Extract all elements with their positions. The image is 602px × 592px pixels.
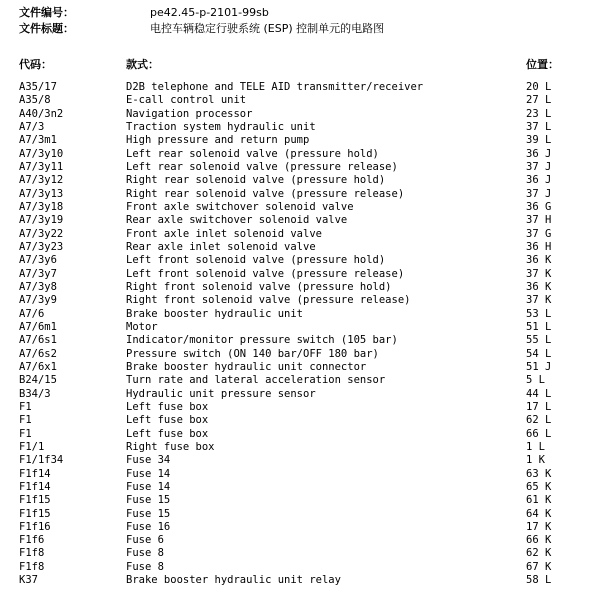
row-description: Front axle inlet solenoid valve [126, 227, 322, 240]
component-table [0, 81, 602, 587]
row-position: 36 H [526, 240, 552, 253]
row-description: Brake booster hydraulic unit connector [126, 360, 367, 373]
doc-number-value: pe42.45-p-2101-99sb [150, 6, 269, 19]
row-position: 62 K [526, 547, 552, 560]
doc-title-value: 电控车辆稳定行驶系统 (ESP) 控制单元的电路图 [150, 22, 385, 35]
table-row [0, 134, 602, 147]
row-code: F1/1f34 [19, 454, 64, 467]
row-code: A7/3y13 [19, 187, 64, 200]
row-description: High pressure and return pump [126, 134, 310, 147]
table-row [0, 94, 602, 107]
row-code: F1f16 [19, 520, 51, 533]
row-description: Navigation processor [126, 107, 253, 120]
table-row [0, 508, 602, 521]
row-code: F1f8 [19, 547, 45, 560]
table-row [0, 388, 602, 401]
row-position: 5 L [526, 374, 545, 387]
row-position: 61 K [526, 494, 552, 507]
row-position: 17 K [526, 520, 552, 533]
row-description: Fuse 14 [126, 467, 171, 480]
row-position: 23 L [526, 107, 552, 120]
row-position: 36 J [526, 147, 552, 160]
row-position: 17 L [526, 400, 552, 413]
row-description: Right front solenoid valve (pressure release) [126, 294, 411, 307]
row-position: 44 L [526, 387, 552, 400]
row-position: 65 K [526, 480, 552, 493]
row-position: 58 L [526, 574, 552, 587]
table-row [0, 148, 602, 161]
doc-title-label: 文件标题： [19, 22, 74, 35]
row-position: 37 K [526, 294, 552, 307]
row-position: 37 G [526, 227, 552, 240]
row-code: F1f14 [19, 480, 51, 493]
table-row [0, 308, 602, 321]
row-position: 51 L [526, 320, 552, 333]
table-row [0, 481, 602, 494]
table-row [0, 374, 602, 387]
row-description: Traction system hydraulic unit [126, 120, 316, 133]
row-code: A35/17 [19, 81, 57, 93]
row-description: Hydraulic unit pressure sensor [126, 387, 316, 400]
row-position: 37 J [526, 187, 552, 200]
row-description: Left rear solenoid valve (pressure hold) [126, 147, 379, 160]
row-description: Fuse 6 [126, 534, 164, 547]
row-description: Motor [126, 320, 158, 333]
row-position: 66 K [526, 534, 552, 547]
row-position: 36 G [526, 200, 552, 213]
table-row [0, 254, 602, 267]
table-row [0, 121, 602, 134]
table-row [0, 414, 602, 427]
row-position: 1 K [526, 454, 545, 467]
row-code: B24/15 [19, 374, 57, 387]
table-row [0, 428, 602, 441]
header-pos: 位置： [526, 58, 559, 71]
row-description: Fuse 8 [126, 547, 164, 560]
row-position: 20 L [526, 81, 552, 93]
row-code: A7/3y8 [19, 280, 57, 293]
row-description: D2B telephone and TELE AID transmitter/receiver [126, 81, 424, 93]
row-code: F1/1 [19, 440, 45, 453]
row-description: E-call control unit [126, 94, 247, 107]
table-row [0, 454, 602, 467]
row-description: Fuse 8 [126, 560, 164, 573]
header-code: 代码： [19, 58, 52, 71]
table-row [0, 188, 602, 201]
row-description: Brake booster hydraulic unit [126, 307, 304, 320]
row-code: A7/3m1 [19, 134, 57, 147]
row-code: A7/3y9 [19, 294, 57, 307]
row-position: 37 J [526, 160, 552, 173]
table-row [0, 241, 602, 254]
row-position: 67 K [526, 560, 552, 573]
row-position: 36 K [526, 254, 552, 267]
row-code: A35/8 [19, 94, 51, 107]
row-code: A7/6 [19, 307, 45, 320]
table-row [0, 108, 602, 121]
row-code: A7/3y11 [19, 160, 64, 173]
row-code: A7/6s2 [19, 347, 57, 360]
row-description: Left fuse box [126, 414, 209, 427]
row-position: 55 L [526, 334, 552, 347]
table-row [0, 334, 602, 347]
row-position: 27 L [526, 94, 552, 107]
row-description: Fuse 15 [126, 507, 171, 520]
row-code: F1 [19, 400, 32, 413]
row-position: 36 J [526, 174, 552, 187]
table-row [0, 81, 602, 94]
table-row [0, 494, 602, 507]
row-description: Right rear solenoid valve (pressure hold) [126, 174, 386, 187]
row-description: Rear axle switchover solenoid valve [126, 214, 348, 227]
row-code: A7/6s1 [19, 334, 57, 347]
row-description: Brake booster hydraulic unit relay [126, 574, 341, 587]
table-row [0, 468, 602, 481]
table-row [0, 294, 602, 307]
table-row [0, 348, 602, 361]
table-row [0, 214, 602, 227]
row-code: K37 [19, 574, 38, 587]
table-row [0, 268, 602, 281]
row-description: Pressure switch (ON 140 bar/OFF 180 bar) [126, 347, 379, 360]
row-description: Left fuse box [126, 427, 209, 440]
row-position: 37 H [526, 214, 552, 227]
row-code: F1f15 [19, 494, 51, 507]
row-code: F1f8 [19, 560, 45, 573]
row-description: Indicator/monitor pressure switch (105 bar) [126, 334, 398, 347]
table-row [0, 534, 602, 547]
row-position: 1 L [526, 440, 545, 453]
row-description: Fuse 15 [126, 494, 171, 507]
table-row [0, 561, 602, 574]
row-position: 39 L [526, 134, 552, 147]
row-code: A7/3y22 [19, 227, 64, 240]
table-row [0, 228, 602, 241]
row-code: F1f15 [19, 507, 51, 520]
row-description: Turn rate and lateral acceleration sensor [126, 374, 386, 387]
row-description: Right rear solenoid valve (pressure release) [126, 187, 405, 200]
row-position: 66 L [526, 427, 552, 440]
row-position: 54 L [526, 347, 552, 360]
row-description: Fuse 16 [126, 520, 171, 533]
row-position: 36 K [526, 280, 552, 293]
row-code: A7/6x1 [19, 360, 57, 373]
row-code: A7/6m1 [19, 320, 57, 333]
table-row [0, 201, 602, 214]
table-row [0, 441, 602, 454]
row-description: Left fuse box [126, 400, 209, 413]
row-position: 37 L [526, 120, 552, 133]
table-row [0, 574, 602, 587]
row-code: A7/3y12 [19, 174, 64, 187]
header-desc: 款式： [126, 58, 159, 71]
row-description: Left front solenoid valve (pressure hold) [126, 254, 386, 267]
row-position: 51 J [526, 360, 552, 373]
row-code: A7/3y10 [19, 147, 64, 160]
row-code: A40/3n2 [19, 107, 64, 120]
table-row [0, 321, 602, 334]
table-row [0, 401, 602, 414]
row-code: A7/3y18 [19, 200, 64, 213]
row-code: A7/3 [19, 120, 45, 133]
row-position: 53 L [526, 307, 552, 320]
row-position: 37 K [526, 267, 552, 280]
row-code: A7/3y7 [19, 267, 57, 280]
row-position: 64 K [526, 507, 552, 520]
row-code: A7/3y19 [19, 214, 64, 227]
row-code: F1 [19, 414, 32, 427]
row-code: F1 [19, 427, 32, 440]
row-code: A7/3y6 [19, 254, 57, 267]
table-row [0, 281, 602, 294]
row-position: 63 K [526, 467, 552, 480]
row-code: F1f6 [19, 534, 45, 547]
row-description: Fuse 14 [126, 480, 171, 493]
doc-number-label: 文件编号： [19, 6, 74, 19]
row-description: Right fuse box [126, 440, 215, 453]
row-description: Left front solenoid valve (pressure release) [126, 267, 405, 280]
row-description: Rear axle inlet solenoid valve [126, 240, 316, 253]
row-description: Right front solenoid valve (pressure hold) [126, 280, 392, 293]
table-row [0, 174, 602, 187]
row-description: Front axle switchover solenoid valve [126, 200, 354, 213]
table-row [0, 521, 602, 534]
row-code: B34/3 [19, 387, 51, 400]
row-code: F1f14 [19, 467, 51, 480]
table-row [0, 161, 602, 174]
row-description: Fuse 34 [126, 454, 171, 467]
table-row [0, 361, 602, 374]
row-code: A7/3y23 [19, 240, 64, 253]
table-row [0, 547, 602, 560]
row-position: 62 L [526, 414, 552, 427]
row-description: Left rear solenoid valve (pressure release) [126, 160, 398, 173]
